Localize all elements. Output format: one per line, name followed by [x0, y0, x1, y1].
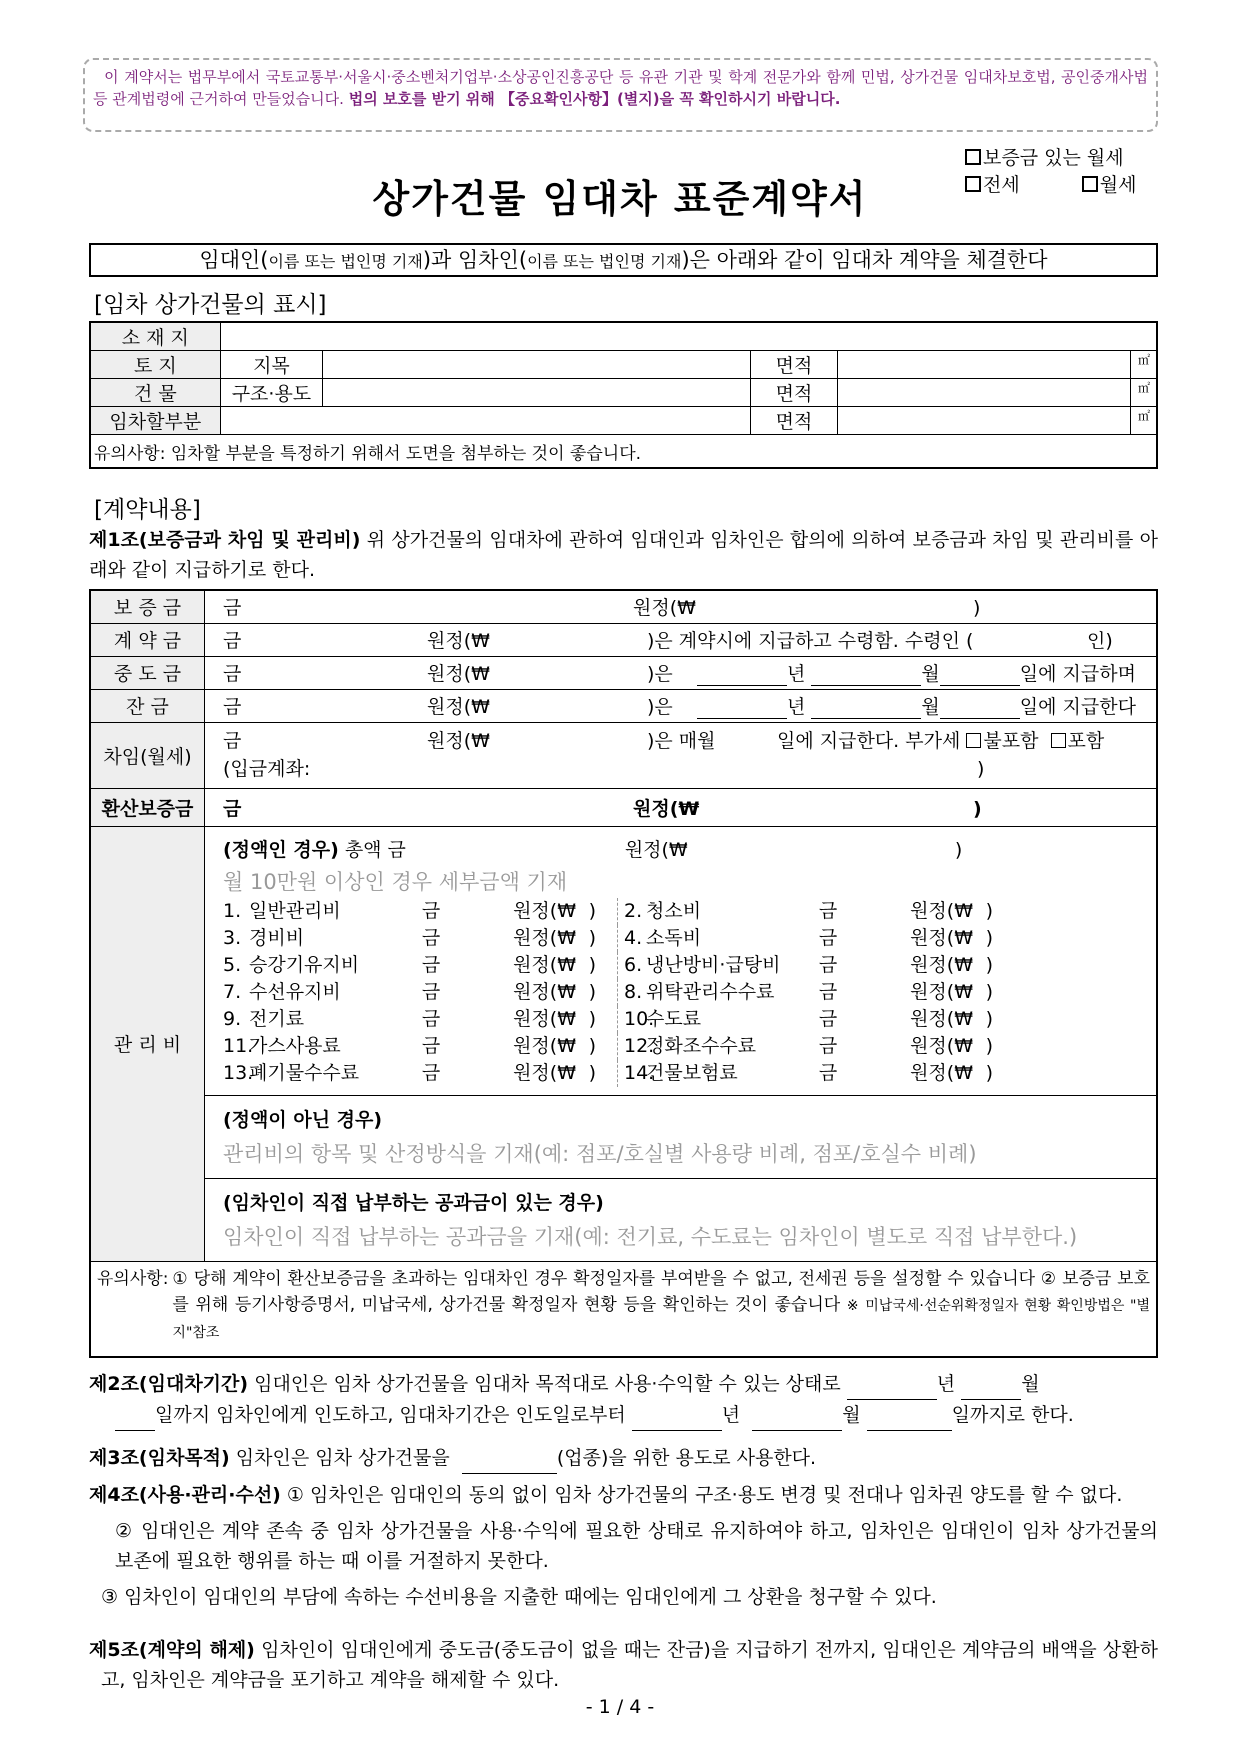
article-3-text: (업종)을 위한 용도로 사용한다.	[556, 1447, 817, 1469]
fee-item-name: 수선유지비	[249, 981, 341, 1003]
payment-table	[89, 589, 1158, 1358]
fee-item-geum: 금	[818, 1035, 838, 1057]
field-building-area[interactable]	[837, 379, 1130, 407]
fixed-fee-block	[205, 826, 1158, 1095]
field-location[interactable]	[220, 322, 1157, 351]
text-year: 년	[787, 663, 806, 685]
fee-item-close: )	[588, 927, 596, 949]
label-jeonse: 전세	[983, 174, 1020, 196]
fee-column-divider	[596, 1060, 618, 1087]
unit-sqm: ㎡	[1130, 379, 1157, 407]
article-2-text: 임대인은 임차 상가건물을 임대차 목적대로 사용·수익할 수 있는 상태로	[254, 1373, 841, 1395]
fee-item-won: 원정(₩	[910, 1035, 973, 1057]
article-3-title: 제3조(임차목적)	[89, 1447, 230, 1469]
fee-column-divider	[596, 979, 618, 1006]
article-2-end: 일까지로 한다.	[951, 1404, 1074, 1426]
fixed-fee-title: (정액인 경우)	[223, 839, 339, 861]
label-deposit-monthly: 보증금 있는 월세	[983, 147, 1124, 169]
text-close: )	[954, 839, 963, 861]
row-deposit[interactable]	[205, 590, 1158, 623]
text-month: 월	[842, 1404, 861, 1426]
fee-item-name: 건물보험료	[646, 1062, 738, 1084]
text-eun: )은	[647, 696, 673, 718]
text-won: 원정(₩	[427, 663, 490, 685]
fee-item-won: 원정(₩	[513, 954, 576, 976]
article-4-title: 제4조(사용·관리·수선)	[89, 1484, 281, 1506]
fee-item-number: 7.	[223, 981, 242, 1003]
field-leased-area[interactable]	[837, 407, 1130, 435]
text-mid-end: 일에 지급하며	[1019, 663, 1136, 685]
text-down-end: 인)	[1087, 630, 1113, 652]
text-rent: )은 매월	[647, 730, 716, 752]
text-geum: 금	[223, 730, 242, 752]
fee-item-close: )	[588, 1035, 596, 1057]
fee-item-geum: 금	[421, 1008, 441, 1030]
fee-item-close: )	[985, 954, 993, 976]
text-won: 원정(₩	[427, 630, 490, 652]
fee-item-won: 원정(₩	[513, 981, 576, 1003]
fee-item-close: )	[985, 900, 993, 922]
fee-item-geum: 금	[421, 900, 441, 922]
notice-emphasis: 법의 보호를 받기 위해 【중요확인사항】(별지)을 꼭 확인하시기 바랍니다.	[348, 90, 841, 108]
tenant-utilities-title: (임차인이 직접 납부하는 공과금이 있는 경우)	[223, 1191, 604, 1214]
fee-item-close: )	[985, 1035, 993, 1057]
fee-item-name: 소독비	[646, 927, 702, 949]
fee-column-divider	[596, 1033, 618, 1060]
article-4-p3: ③ 임차인이 임대인의 부담에 속하는 수선비용을 지출한 때에는 임대인에게 그 상환을 청구할 수 있다.	[101, 1586, 937, 1608]
fee-item-number: 5.	[223, 954, 242, 976]
text-year: 년	[721, 1404, 741, 1426]
text-month: 월	[921, 663, 940, 685]
fee-item-number: 11.	[223, 1035, 254, 1057]
fee-item-close: )	[588, 900, 596, 922]
notice-text: 이 계약서는 법무부에서 국토교통부·서울시·중소벤처기업부·소상공인진흥공단 등 유관 기관 및 학계 전문가와 함께 민법, 상가건물 임대차보호법, 공인중개사법 등 관계법령에 근거하여 만들었습니다.	[93, 68, 1148, 108]
text-won: 원정(₩	[427, 696, 490, 718]
text-geum: 금	[223, 797, 242, 820]
label-vat-excluded: 불포함	[983, 730, 1039, 752]
nonfixed-fee-title: (정액이 아닌 경우)	[223, 1108, 383, 1131]
fee-item-won: 원정(₩	[910, 900, 973, 922]
fee-item-close: )	[588, 1062, 596, 1084]
fee-item-won: 원정(₩	[513, 927, 576, 949]
article-5	[89, 1635, 1158, 1695]
text-won: 원정(₩	[633, 597, 696, 620]
article-2	[89, 1369, 1158, 1431]
tenant-utilities-block	[205, 1178, 1158, 1261]
article-3-text: 임차인은 임차 상가건물을	[235, 1447, 450, 1469]
label-land-area: 면적	[751, 351, 837, 379]
page-number: - 1 / 4 -	[585, 1696, 655, 1718]
fee-item-number: 10.	[624, 1008, 655, 1030]
intro-part: 임대인(	[199, 248, 269, 272]
label-land-type: 지목	[220, 351, 323, 379]
fee-item-won: 원정(₩	[513, 1008, 576, 1030]
article-2-title: 제2조(임대차기간)	[89, 1373, 249, 1395]
article-1-title: 제1조(보증금과 차임 및 관리비)	[89, 529, 361, 551]
intro-hint: 이름 또는 법인명 기재	[527, 252, 682, 271]
label-structure-use: 구조·용도	[220, 379, 323, 407]
text-account: (입금계좌:	[223, 758, 311, 780]
text-year: 년	[787, 696, 806, 718]
text-year: 년	[936, 1373, 956, 1395]
fee-item-number: 4.	[624, 927, 643, 949]
text-rent-day: 일에 지급한다. 부가세	[777, 730, 961, 752]
fee-column-divider	[596, 952, 618, 979]
row-down-payment[interactable]	[205, 623, 1158, 656]
field-structure-use[interactable]	[323, 379, 751, 407]
note-label: 유의사항:	[97, 1268, 169, 1289]
text-geum: 금	[223, 663, 242, 685]
fee-item-geum: 금	[421, 1035, 441, 1057]
property-table	[89, 321, 1158, 469]
label-location: 소 재 지	[90, 322, 220, 351]
fee-item-close: )	[985, 1062, 993, 1084]
text-eun: )은	[647, 663, 673, 685]
fixed-fee-hint: 월 10만원 이상인 경우 세부금액 기재	[223, 870, 568, 894]
fee-item-geum: 금	[818, 954, 838, 976]
fee-item-number: 2.	[624, 900, 643, 922]
note-small: ※ 미납국세·선순위확정일자 현황 확인방법은 "별지"참조	[172, 1297, 1150, 1341]
fee-item-won: 원정(₩	[513, 900, 576, 922]
fee-item-won: 원정(₩	[910, 1062, 973, 1084]
intro-part: )과 임차인(	[422, 248, 528, 272]
payment-note	[90, 1261, 1157, 1357]
fee-item-number: 6.	[624, 954, 643, 976]
text-geum: 금	[223, 696, 242, 718]
article-5-text: 임차인이 임대인에게 중도금(중도금이 없을 때는 잔금)을 지급하기 전까지, 임대인은 계약금의 배액을 상환하고, 임차인은 계약금을 포기하고 계약을 해제할 수 있다.	[101, 1639, 1158, 1691]
fee-item-number: 13.	[223, 1062, 254, 1084]
label-middle-payment: 중 도 금	[90, 656, 205, 689]
label-building-area: 면적	[751, 379, 837, 407]
fee-item-name: 전기료	[249, 1008, 305, 1030]
label-down-payment: 계 약 금	[90, 623, 205, 656]
checkbox-vat-excluded[interactable]	[966, 733, 981, 748]
label-building: 건 물	[90, 379, 220, 407]
fee-item-name: 위탁관리수수료	[646, 981, 775, 1003]
text-down: )은 계약시에 지급하고 수령함. 수령인 (	[647, 630, 974, 652]
text-won: 원정(₩	[633, 797, 700, 820]
fee-item-number: 9.	[223, 1008, 242, 1030]
fee-item-geum: 금	[818, 900, 838, 922]
intro-part: )은 아래와 같이 임대차 계약을 체결한다	[681, 248, 1048, 272]
text-won: 원정(₩	[427, 730, 490, 752]
text-bal-end: 일에 지급한다	[1019, 696, 1136, 718]
article-5-title: 제5조(계약의 해제)	[89, 1639, 255, 1661]
text-close: )	[977, 758, 985, 780]
field-land-area[interactable]	[837, 351, 1130, 379]
fee-item-won: 원정(₩	[910, 981, 973, 1003]
fee-item-close: )	[588, 1008, 596, 1030]
article-4-p2: ② 임대인은 계약 존속 중 임차 상가건물을 사용·수익에 필요한 상태로 유지하여야 하고, 임차인은 임대인이 임차 상가건물의 보존에 필요한 행위를 하는 때 이를 거절하지 못한다.	[115, 1520, 1158, 1572]
article-3	[89, 1443, 1158, 1474]
fee-item-won: 원정(₩	[910, 927, 973, 949]
fee-column-divider	[596, 898, 618, 925]
fee-item-name: 폐기물수수료	[249, 1062, 360, 1084]
fee-item-name: 수도료	[646, 1008, 702, 1030]
fee-column-divider	[596, 1006, 618, 1033]
fee-item-name: 가스사용료	[249, 1035, 341, 1057]
text-month: 월	[1021, 1373, 1040, 1395]
fee-item-won: 원정(₩	[513, 1062, 576, 1084]
fee-item-geum: 금	[818, 927, 838, 949]
contract-section-title: [계약내용]	[94, 497, 201, 523]
row-rent[interactable]	[205, 722, 1158, 788]
unit-sqm: ㎡	[1130, 351, 1157, 379]
notice-box	[83, 58, 1158, 132]
label-rent: 차임(월세)	[90, 722, 205, 788]
text-month: 월	[921, 696, 940, 718]
field-leased-part[interactable]	[220, 407, 751, 435]
label-leased-area: 면적	[751, 407, 837, 435]
unit-sqm: ㎡	[1130, 407, 1157, 435]
fee-item-number: 1.	[223, 900, 242, 922]
nonfixed-fee-block	[205, 1095, 1158, 1178]
tenant-utilities-hint: 임차인이 직접 납부하는 공과금을 기재(예: 전기료, 수도료는 임차인이 별도로 직접 납부한다.)	[223, 1224, 1078, 1249]
label-monthly: 월세	[1099, 174, 1137, 196]
row-balance[interactable]	[205, 689, 1158, 722]
nonfixed-fee-hint: 관리비의 항목 및 산정방식을 기재(예: 점포/호실별 사용량 비례, 점포/호실수 비례)	[223, 1141, 977, 1166]
text-geum: 금	[223, 630, 242, 652]
fee-item-geum: 금	[421, 981, 441, 1003]
field-land-type[interactable]	[323, 351, 751, 379]
fee-item-number: 8.	[624, 981, 643, 1003]
article-1-text: 위 상가건물의 임대차에 관하여 임대인과 임차인은 합의에 의하여 보증금과 차임 및 관리비를 아래와 같이 지급하기로 한다.	[89, 529, 1158, 581]
fee-item-number: 3.	[223, 927, 242, 949]
fee-item-won: 원정(₩	[910, 1008, 973, 1030]
row-converted-deposit[interactable]	[205, 788, 1158, 826]
fee-item-name: 승강기유지비	[249, 954, 360, 976]
checkbox-deposit-monthly[interactable]	[965, 149, 981, 165]
fee-item-won: 원정(₩	[513, 1035, 576, 1057]
fee-item-geum: 금	[818, 1062, 838, 1084]
fee-item-won: 원정(₩	[910, 954, 973, 976]
text-close: )	[973, 597, 981, 620]
label-leased-part: 임차할부분	[90, 407, 220, 435]
label-converted-deposit: 환산보증금	[90, 788, 205, 826]
property-note: 유의사항: 임차할 부분을 특정하기 위해서 도면을 첨부하는 것이 좋습니다.	[90, 435, 1157, 469]
document-title: 상가건물 임대차 표준계약서	[372, 177, 868, 221]
fee-item-name: 냉난방비·급탕비	[646, 954, 781, 976]
fee-item-geum: 금	[421, 954, 441, 976]
fee-item-geum: 금	[421, 927, 441, 949]
article-1	[89, 525, 1158, 585]
fee-item-close: )	[985, 981, 993, 1003]
text-geum: 금	[223, 597, 242, 620]
fee-item-close: )	[985, 927, 993, 949]
label-balance: 잔 금	[90, 689, 205, 722]
text-close: )	[973, 797, 982, 820]
text-fixed-total: 총액 금	[344, 839, 406, 861]
label-deposit: 보 증 금	[90, 590, 205, 623]
checkbox-vat-included[interactable]	[1051, 733, 1066, 748]
fee-item-name: 일반관리비	[249, 900, 341, 922]
text-won: 원정(₩	[624, 839, 688, 861]
fee-item-geum: 금	[818, 981, 838, 1003]
fee-item-close: )	[985, 1008, 993, 1030]
fee-item-geum: 금	[421, 1062, 441, 1084]
row-middle-payment[interactable]	[205, 656, 1158, 689]
intro-statement	[89, 243, 1158, 277]
fee-item-close: )	[588, 954, 596, 976]
label-management-fee: 관 리 비	[90, 826, 205, 1261]
intro-hint: 이름 또는 법인명 기재	[268, 252, 423, 271]
article-4	[89, 1480, 1158, 1612]
fee-column-divider	[596, 925, 618, 952]
article-4-p1: ① 임차인은 임대인의 동의 없이 임차 상가건물의 구조·용도 변경 및 전대나 임차권 양도를 할 수 없다.	[286, 1484, 1123, 1506]
note-text: ① 당해 계약이 환산보증금을 초과하는 임대차인 경우 확정일자를 부여받을 수 없고, 전세권 등을 설정할 수 있습니다 ② 보증금 보호를 위해 등기사항증명서, 미납국세, 상가건물 확정일자 현황 등을 확인하는 것이 좋습니다	[172, 1268, 1150, 1315]
fee-item-number: 12.	[624, 1035, 655, 1057]
fee-item-geum: 금	[818, 1008, 838, 1030]
fee-item-name: 경비비	[249, 927, 305, 949]
article-2-text: 일까지 임차인에게 인도하고, 임대차기간은 인도일로부터	[155, 1404, 626, 1426]
fee-items-grid	[223, 898, 1150, 1087]
fee-item-name: 청소비	[646, 900, 702, 922]
label-vat-included: 포함	[1067, 730, 1105, 752]
fee-item-number: 14.	[624, 1062, 655, 1084]
label-land: 토 지	[90, 351, 220, 379]
property-section-title: [임차 상가건물의 표시]	[94, 292, 327, 318]
fee-item-close: )	[588, 981, 596, 1003]
fee-item-name: 정화조수수료	[646, 1035, 757, 1057]
